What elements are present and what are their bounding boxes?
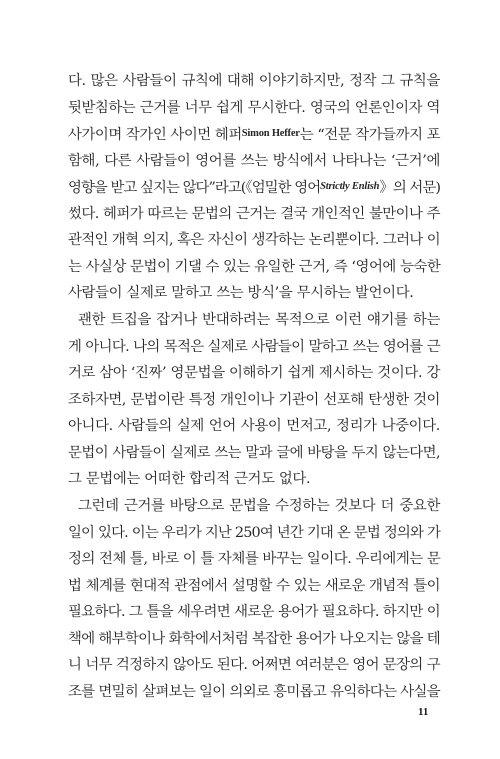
text-line: 뒷받침하는 근거를 너무 쉽게 무시한다. 영국의 언론인이자 역 [68, 99, 440, 116]
text-line: 괜한 트집을 잡거나 반대하려는 목적으로 이런 얘기를 하는 [78, 312, 440, 328]
latin-name: Simon Heffer [241, 128, 300, 139]
text-segment: 영향을 받고 싶지는 않다”라고(《엄밀한 영어 [68, 180, 321, 196]
text-line: 니 너무 걱정하지 않아도 된다. 어쩌면 여러분은 영어 문장의 구 [68, 657, 440, 673]
text-line: 조를 면밀히 살펴보는 일이 의외로 흥미롭고 유익하다는 사실을 [68, 683, 441, 700]
text-segment: 사가이며 작가인 사이먼 헤퍼 [68, 127, 242, 143]
text-line: 법 체계를 현대적 관점에서 설명할 수 있는 새로운 개념적 틀이 [68, 577, 440, 594]
text-line: 일이 있다. 이는 우리가 지난 250여 년간 기대 온 문법 정의와 가 [68, 524, 440, 541]
latin-book-title: Strictly Enlish [320, 181, 380, 192]
text-line: 책에 해부학이나 화학에서처럼 복잡한 용어가 나오지는 않을 테 [68, 630, 441, 647]
text-line: 문법이 사람들이 실제로 쓰는 말과 글에 바탕을 두지 않는다면, [68, 444, 440, 461]
text-segment: 》의 서문) [379, 180, 440, 196]
text-line: 정의 전체 틀, 바로 이 틀 자체를 바꾸는 일이다. 우리에게는 문 [68, 551, 441, 567]
text-segment: 는 “전문 작가들까지 포 [299, 127, 441, 143]
text-line: 필요하다. 그 틀을 세우려면 새로운 용어가 필요하다. 하지만 이 [68, 604, 440, 620]
text-line: 아니다. 사람들의 실제 언어 사용이 먼저고, 정리가 나중이다. [68, 418, 440, 434]
text-line: 조하자면, 문법이란 특정 개인이나 기관이 선포해 탄생한 것이 [68, 391, 440, 408]
text-line [68, 174, 440, 201]
text-line: 사람들이 실제로 말하고 쓰는 방식’을 무시하는 발언이다. [68, 285, 414, 301]
text-line: 함해, 다른 사람들이 영어를 쓰는 방식에서 나타나는 ‘근거’에 [68, 152, 440, 169]
paragraph-2 [68, 307, 440, 493]
text-line: 그 문법에는 어떠한 합리적 근거도 없다. [68, 471, 311, 487]
page-number: 11 [418, 706, 429, 718]
paragraph-1 [68, 68, 440, 307]
text-line: 그런데 근거를 바탕으로 문법을 수정하는 것보다 더 중요한 [78, 498, 440, 514]
paragraph-3 [68, 493, 440, 705]
text-line: 거로 삼아 ‘진짜’ 영문법을 이해하기 쉽게 제시하는 것이다. 강 [68, 365, 440, 381]
text-line: 게 아니다. 나의 목적은 실제로 사람들이 말하고 쓰는 영어를 근 [68, 338, 440, 355]
text-line: 는 사실상 문법이 기댈 수 있는 유일한 근거, 즉 ‘영어에 능숙한 [68, 258, 441, 275]
text-line: 다. 많은 사람들이 규칙에 대해 이야기하지만, 정작 그 규칙을 [68, 73, 440, 89]
text-line [68, 121, 440, 148]
text-line: 썼다. 헤퍼가 따르는 문법의 근거는 결국 개인적인 불만이나 주 [68, 205, 440, 222]
text-line: 관적인 개혁 의지, 혹은 자신이 생각하는 논리뿐이다. 그러나 이 [68, 232, 440, 248]
